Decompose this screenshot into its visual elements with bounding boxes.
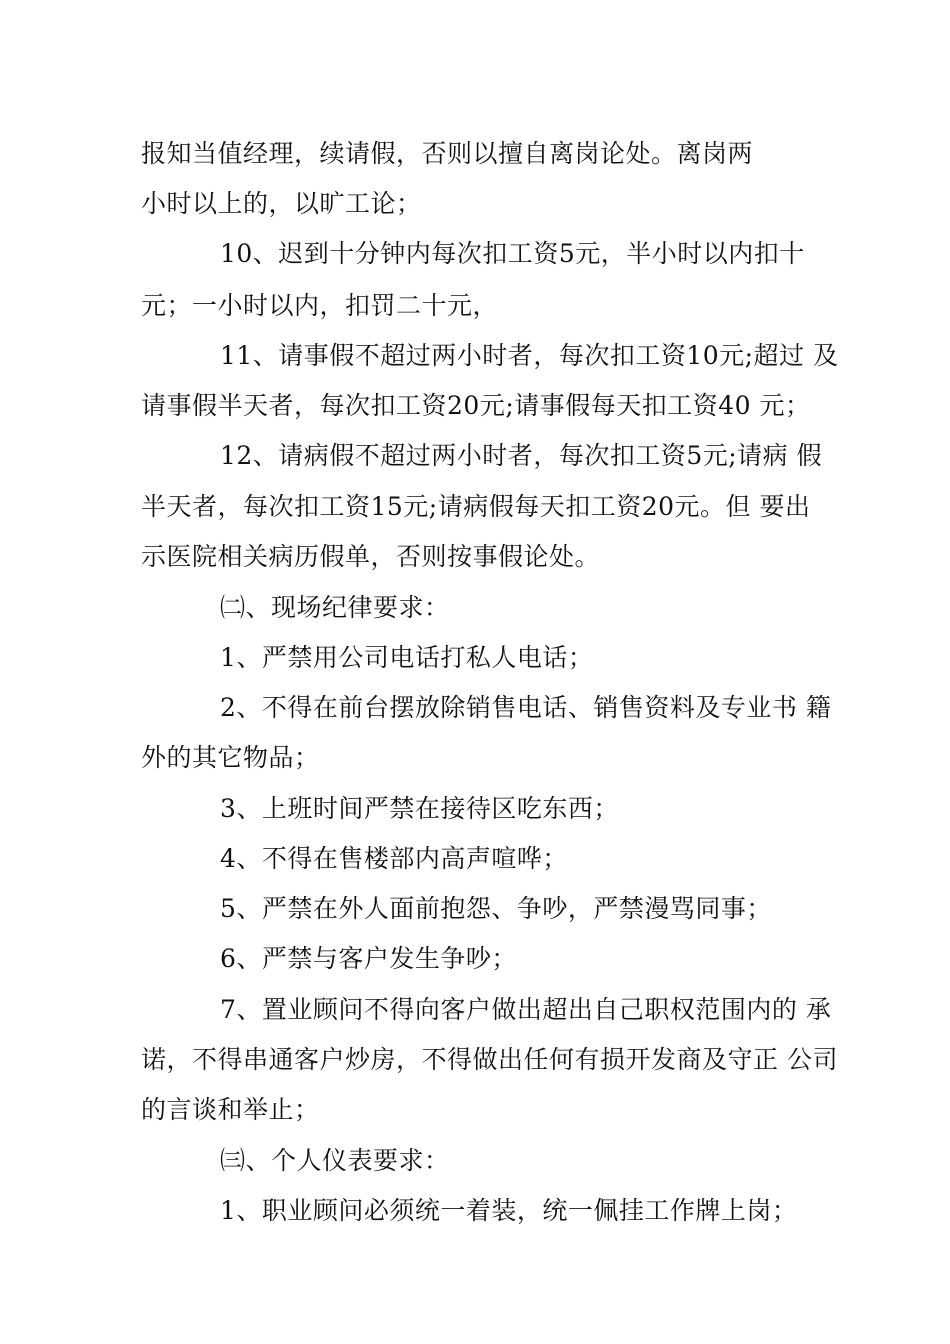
- text-line: 1、严禁用公司电话打私人电话；: [220, 643, 594, 672]
- text-line: 2、不得在前台摆放除销售电话、销售资料及专业书 籍: [220, 693, 832, 722]
- text-line: 7、置业顾问不得向客户做出超出自己职权范围内的 承: [220, 995, 832, 1024]
- text-line: 请事假半天者，每次扣工资20元;请事假每天扣工资40 元；: [141, 391, 811, 420]
- text-line: 示医院相关病历假单，否则按事假论处。: [141, 542, 601, 571]
- text-line: 6、严禁与客户发生争吵；: [220, 944, 517, 973]
- section-heading: ㈢、个人仪表要求：: [220, 1146, 450, 1175]
- text-line: 12、请病假不超过两小时者，每次扣工资5元;请病 假: [220, 441, 823, 470]
- text-line: 半天者，每次扣工资15元;请病假每天扣工资20元。但 要出: [141, 492, 811, 521]
- text-line: 报知当值经理，续请假，否则以擅自离岗论处。离岗两: [141, 139, 754, 168]
- text-line: 小时以上的，以旷工论；: [141, 189, 422, 218]
- text-line: 1、职业顾问必须统一着装，统一佩挂工作牌上岗；: [220, 1196, 798, 1225]
- text-line: 4、不得在售楼部内高声喧哗；: [220, 844, 568, 873]
- text-line: 10、迟到十分钟内每次扣工资5元，半小时以内扣十: [220, 239, 805, 268]
- text-line: 外的其它物品；: [141, 743, 320, 772]
- text-line: 3、上班时间严禁在接待区吃东西；: [220, 794, 619, 823]
- text-line: 的言谈和举止；: [141, 1095, 320, 1124]
- section-heading: ㈡、现场纪律要求：: [220, 593, 450, 622]
- text-line: 11、请事假不超过两小时者，每次扣工资10元;超过 及: [220, 341, 839, 370]
- text-line: 5、严禁在外人面前抱怨、争吵，严禁漫骂同事；: [220, 894, 772, 923]
- text-line: 元；一小时以内，扣罚二十元，: [141, 291, 499, 320]
- text-line: 诺，不得串通客户炒房，不得做出任何有损开发商及守正 公司: [141, 1045, 838, 1074]
